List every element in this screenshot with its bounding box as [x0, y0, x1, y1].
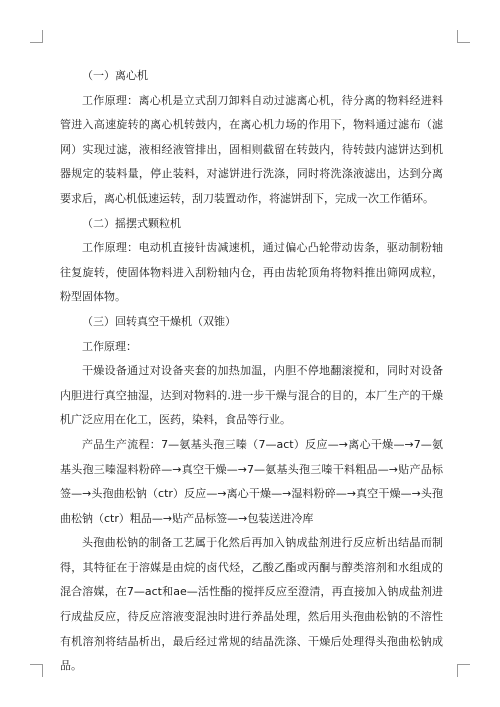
paragraph-granulator-principle: 工作原理：电动机直接针齿减速机，通过偏心凸轮带动齿条，驱动制粉轴往复旋转，使固体物料进入刮粉轴内仓，再由齿轮顶角将物料推出筛网成粒，粉型固体物。: [60, 241, 443, 304]
section-heading-centrifuge: （一）离心机: [82, 69, 148, 82]
paragraph-dryer-description: 干燥设备通过对设备夹套的加热加温，内胆不停地翻滚搅和，同时对设备内胆进行真空抽湿，达到对物料的.进一步干燥与混合的目的，本厂生产的干燥机广泛应用在化工，医药，染料，食品等行业。: [60, 364, 443, 427]
crop-mark-bottom-left: [30, 664, 43, 677]
paragraph-dryer-principle-label: 工作原理：: [82, 339, 137, 353]
paragraph-production-flow: 产品生产流程：7—氨基头孢三嗪（7—act）反应—→离心干燥—→7—氨基头孢三嗪湿料粉碎—→真空干燥—→7—氨基头孢三嗪干料粗品—→贴产品标签—→头孢曲松钠（ctr）反应—→离心干燥—→湿料粉碎—→真空干燥—→头孢曲松钠（ctr）粗品—→贴产品标签—→包装送进冷库: [60, 437, 443, 525]
paragraph-centrifuge-principle: 工作原理：离心机是立式刮刀卸料自动过滤离心机，待分离的物料经进料管进入高速旋转的离心机转鼓内，在离心机力场的作用下，物料通过滤布（滤网）实现过滤，液相经液管排出，固相则截留在转鼓内，待转鼓内滤饼达到机器规定的装料量，停止装料，对滤饼进行洗涤，同时将洗涤液滤出，达到分离要求后，离心机低速运转，刮刀装置动作，将滤饼刮下，完成一次工作循环。: [60, 93, 443, 205]
section-heading-granulator: （二）摇摆式颗粒机: [82, 216, 181, 230]
crop-mark-top-left: [30, 30, 43, 43]
crop-mark-top-right: [457, 30, 470, 43]
section-heading-vacuum-dryer: （三）回转真空干燥机（双锥）: [82, 314, 236, 328]
paragraph-ceftriaxone-process: 头孢曲松钠的制备工艺属于化然后再加入钠成盐剂进行反应析出结晶而制得，其特征在于溶媒是由烷的卤代烃，乙酸乙酯或丙酮与醇类溶剂和水组成的混合溶媒，在7—act和ae—活性酯的搅拌反应至澄清，再直接加入钠成盐剂进行成盐反应，待反应溶液变混浊时进行养晶处理，然后用头孢曲松钠的不溶性有机溶剂将结晶析出，最后经过常规的结晶洗涤、干燥后处理得头孢曲松钠成品。: [60, 536, 443, 673]
document-body: [60, 64, 443, 679]
crop-mark-bottom-right: [457, 664, 470, 677]
